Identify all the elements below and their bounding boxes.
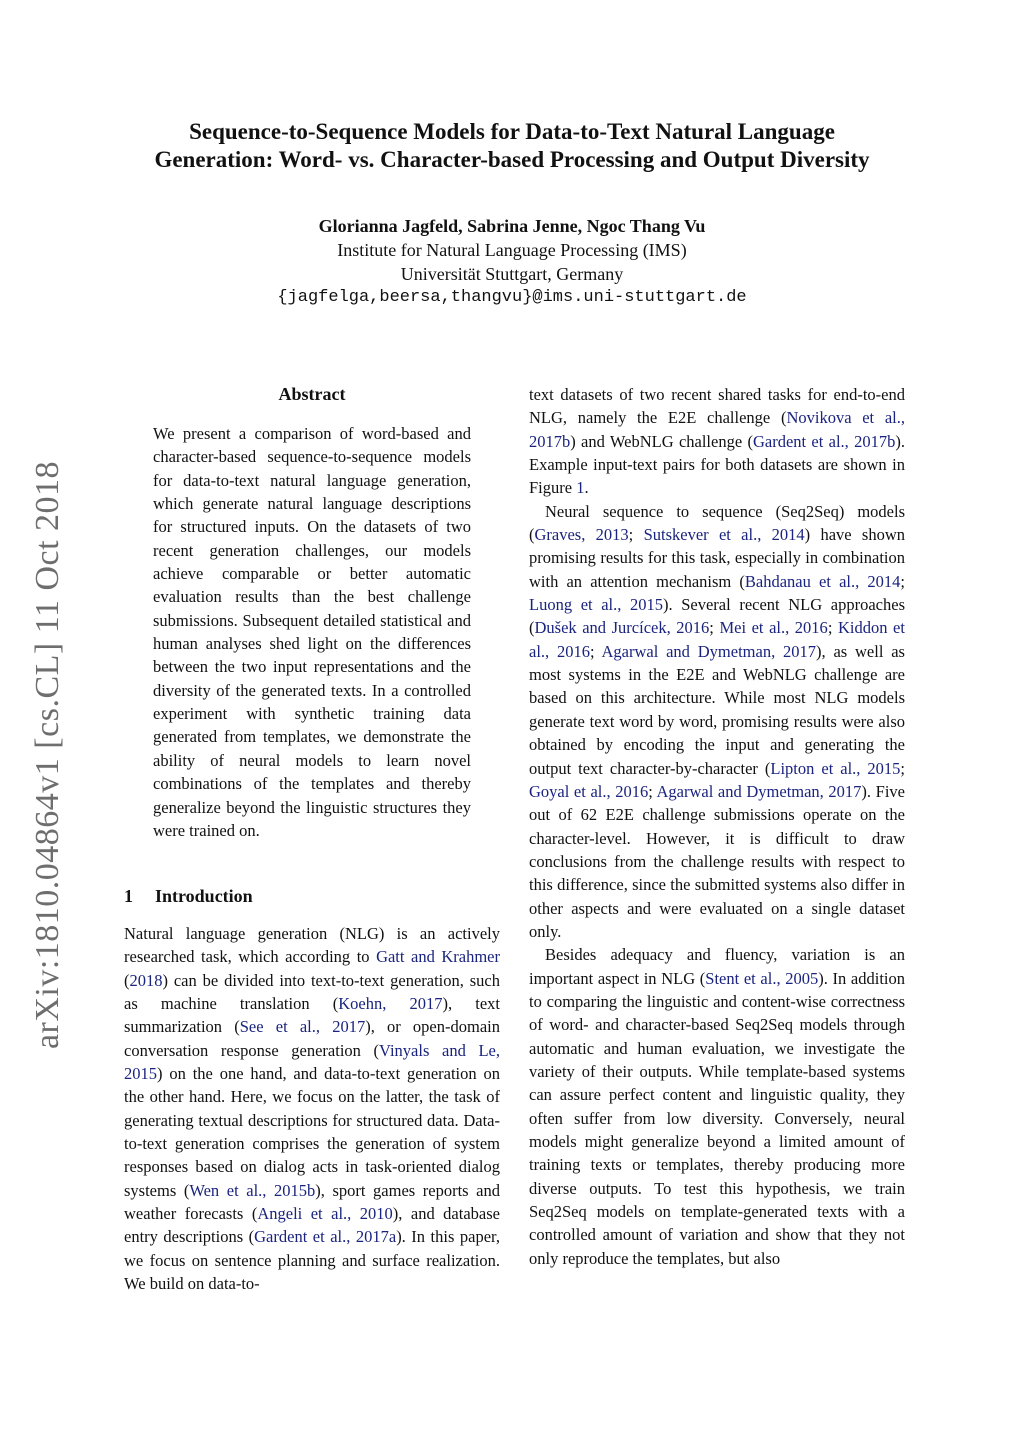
citation-link[interactable]: See et al., 2017 (239, 1017, 366, 1037)
left-column-body (124, 922, 500, 1296)
text-run: ; (900, 571, 906, 591)
abstract-heading: Abstract (278, 384, 346, 404)
arxiv-identifier: arXiv:1810.04864v1 [cs.CL] 11 Oct 2018 (29, 460, 66, 1050)
text-run: Besides adequacy and fluency, variation is an important aspect in NLG ( (529, 945, 905, 988)
citation-link[interactable]: Novikova et al., 2017b (529, 408, 906, 451)
title-line-1: Sequence-to-Sequence Models for Data-to-Text Natural Language (189, 119, 835, 144)
figure-link[interactable]: 1 (576, 478, 585, 498)
citation-link[interactable]: Gardent et al., 2017b (752, 431, 896, 451)
text-run: ). Several recent NLG approaches ( (529, 595, 905, 638)
text-run: ; (589, 641, 602, 661)
citation-link[interactable]: Lipton et al., 2015 (770, 758, 901, 778)
citation-link[interactable]: Mei et al., 2016 (719, 618, 828, 638)
text-run: ), and database entry descriptions ( (124, 1204, 500, 1247)
abstract-section (153, 382, 471, 842)
paper-title (0, 118, 1024, 174)
citation-link[interactable]: Agarwal and Dymetman, 2017 (601, 641, 817, 661)
section-heading-introduction (124, 884, 253, 908)
right-paragraph-1 (529, 383, 905, 500)
citation-link[interactable]: Agarwal and Dymetman, 2017 (656, 781, 862, 801)
citation-link[interactable]: Kiddon et al., 2016 (529, 618, 905, 661)
citation-link[interactable]: 2018 (129, 970, 163, 990)
text-run: ; (827, 618, 838, 638)
text-run: . (584, 478, 589, 498)
text-run: ) have shown promising results for this task, especially in combination with an attention mechanism ( (529, 525, 906, 591)
section-title: Introduction (155, 886, 253, 906)
text-run: ; (628, 525, 644, 545)
text-run: ), as well as most systems in the E2E and WebNLG challenge are based on this architecture. While most NLG models generate text word by word, promising results were also obtained by encoding the input and generating the output text character-by-character ( (529, 641, 905, 778)
citation-link[interactable]: Goyal et al., 2016 (529, 781, 649, 801)
citation-link[interactable]: Angeli et al., 2010 (257, 1204, 393, 1224)
author-block (0, 214, 1024, 310)
text-run: ), sport games reports and weather forecasts ( (124, 1180, 500, 1224)
citation-link[interactable]: Sutskever et al., 2014 (643, 525, 805, 545)
citation-link[interactable]: Graves, 2013 (534, 525, 629, 545)
text-run: Natural language generation (NLG) is an actively researched task, which according to (124, 924, 500, 967)
citation-link[interactable]: Vinyals and Le, 2015 (124, 1040, 500, 1084)
citation-link[interactable]: Stent et al., 2005 (705, 968, 819, 988)
affiliation-line-1: Institute for Natural Language Processing (IMS) (337, 240, 687, 260)
text-run: ). In addition to comparing the linguistic and content-wise correctness of word- and character-based Seq2Seq models through automatic and human evaluation, we investigate the variety of their outputs. While template-based systems can assure perfect content and linguistic quality, they often suffer from low diversity. Conversely, neural models might generalize beyond a limited amount of training texts or templates, thereby producing more diverse outputs. To test this hypothesis, we train Seq2Seq models on template-generated texts with a controlled amount of variation and show that they not only reproduce the templates, but also (529, 968, 905, 1268)
abstract-text: We present a comparison of word-based and character-based sequence-to-sequence models for data-to-text natural language generation, which generate natural language descriptions for structured inputs. On the datasets of two recent generation challenges, our models achieve comparable or better automatic evaluation results than the best challenge submissions. Subsequent detailed statistical and human analyses shed light on the differences between the two input representations and the diversity of the generated texts. In a controlled experiment with synthetic training data generated from templates, we demonstrate the ability of neural models to learn novel combinations of the templates and thereby generalize beyond the linguistic structures they were trained on. (153, 424, 471, 840)
text-run: ). Example input-text pairs for both datasets are shown in Figure (529, 431, 905, 498)
citation-link[interactable]: Koehn, 2017 (338, 994, 443, 1014)
text-run: ). In this paper, we focus on sentence planning and surface realization. We build on data-to- (124, 1227, 501, 1294)
citation-link[interactable]: Wen et al., 2015b (189, 1180, 316, 1200)
text-run: text datasets of two recent shared tasks for end-to-end NLG, namely the E2E challenge ( (529, 385, 905, 428)
citation-link[interactable]: Gatt and Krahmer (376, 947, 500, 967)
citation-link[interactable]: Bahdanau et al., 2014 (744, 571, 901, 591)
arxiv-sidebar (8, 455, 88, 1055)
section-number: 1 (124, 886, 133, 906)
text-run: ) can be divided into text-to-text generation, such as machine translation ( (124, 970, 500, 1014)
text-run: ) and WebNLG challenge ( (570, 431, 753, 451)
intro-paragraph-1 (124, 922, 500, 1296)
text-run: Neural sequence to sequence (Seq2Seq) models ( (529, 501, 905, 545)
text-run: ). Five out of 62 E2E challenge submissions operate on the character-level. However, it is difficult to draw conclusions from the challenge results with respect to this difference, since the submitted systems also differ in other aspects and were evaluated on a single dataset only. (529, 781, 905, 941)
citation-link[interactable]: Gardent et al., 2017a (254, 1227, 397, 1247)
affiliation-line-2: Universität Stuttgart, Germany (400, 264, 624, 284)
text-run: ), or open-domain conversation response generation ( (124, 1017, 500, 1060)
text-run: ; (648, 781, 657, 801)
text-run: ( (124, 970, 130, 990)
author-names: Glorianna Jagfeld, Sabrina Jenne, Ngoc Thang Vu (318, 216, 706, 236)
author-emails: {jagfelga,beersa,thangvu}@ims.uni-stuttgart.de (277, 288, 747, 307)
right-column-body (529, 383, 905, 1270)
text-run: ; (900, 758, 905, 778)
text-run: ; (709, 618, 720, 638)
right-paragraph-3 (529, 943, 905, 1270)
title-line-2: Generation: Word- vs. Character-based Processing and Output Diversity (154, 147, 870, 172)
text-run: ), text summarization ( (124, 994, 500, 1037)
right-paragraph-2 (529, 500, 905, 944)
text-run: ) on the one hand, and data-to-text generation on the other hand. Here, we focus on the latter, the task of generating textual descriptions for structured data. Data-to-text generation comprises the generation of system responses based on dialog acts in task-oriented dialog systems ( (124, 1064, 500, 1200)
citation-link[interactable]: Luong et al., 2015 (529, 595, 663, 615)
citation-link[interactable]: Dušek and Jurcícek, 2016 (534, 618, 710, 638)
